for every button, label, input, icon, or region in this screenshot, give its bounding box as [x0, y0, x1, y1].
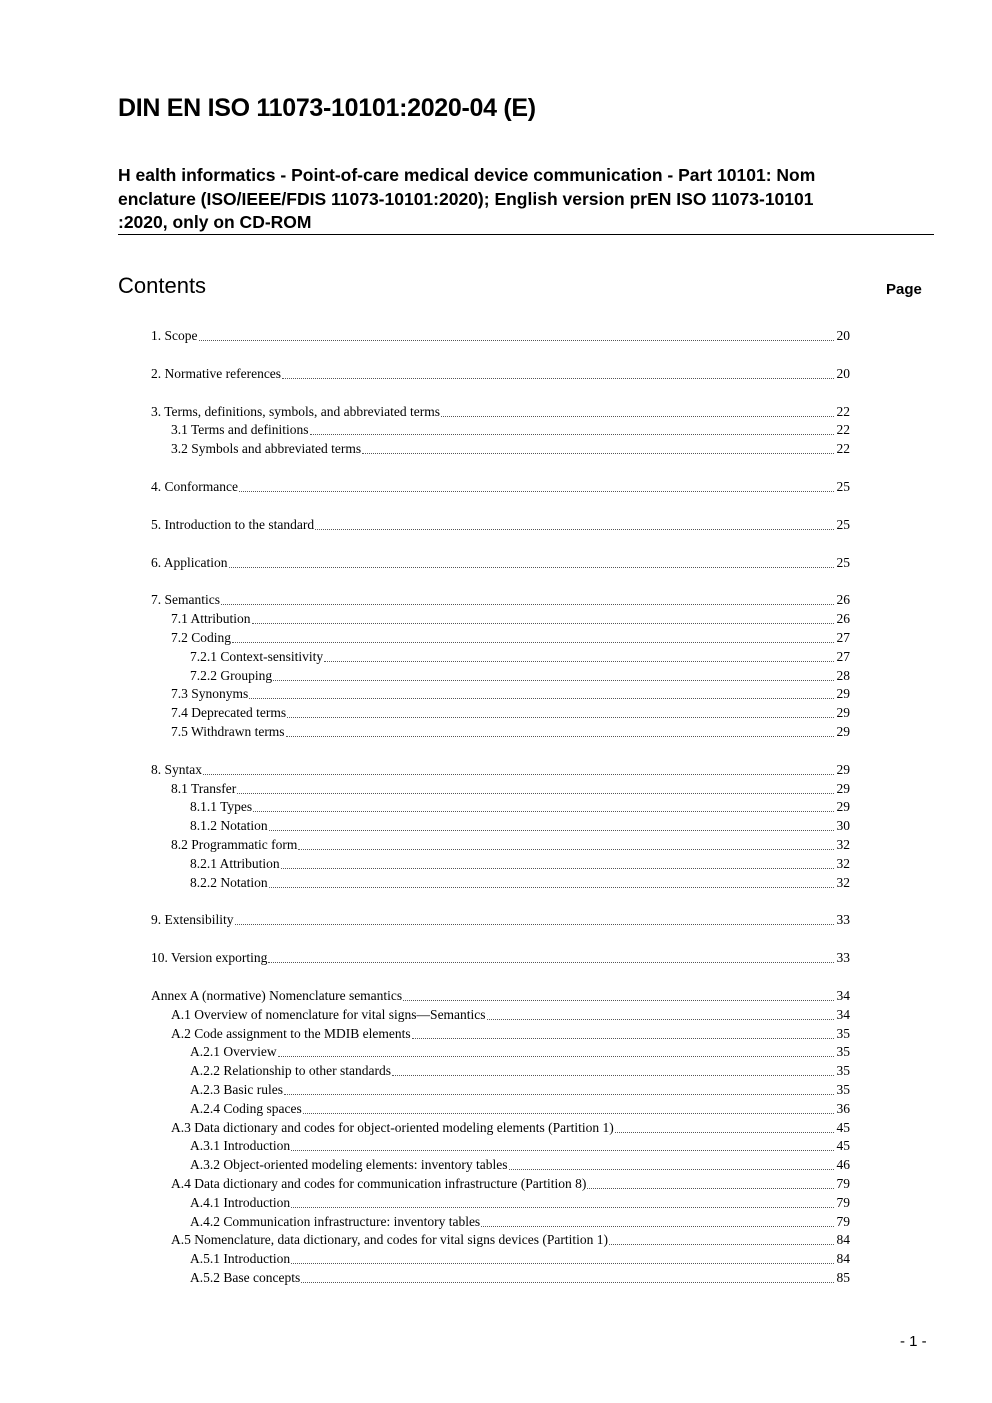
contents-heading: Contents — [118, 273, 207, 298]
toc-entry-label: 5. Introduction to the standard — [151, 517, 315, 532]
toc-entry[interactable] — [151, 761, 850, 779]
toc-dot-leader — [301, 1282, 833, 1283]
toc-entry-page: 26 — [836, 592, 850, 607]
toc-dot-leader — [481, 1226, 833, 1227]
toc-entry[interactable] — [190, 855, 850, 873]
toc-entry-label: 6. Application — [151, 555, 228, 570]
toc-entry-page: 84 — [836, 1251, 850, 1266]
toc-entry[interactable] — [190, 1156, 850, 1174]
toc-dot-leader — [298, 849, 833, 850]
subtitle-line: enclature (ISO/IEEE/FDIS 11073-10101:2020); English version prEN ISO 11073-10101 — [118, 188, 814, 209]
toc-entry-page: 20 — [836, 366, 850, 381]
toc-dot-leader — [487, 1019, 834, 1020]
toc-entry-label: 8.1.2 Notation — [190, 818, 268, 833]
toc-entry-label: A.5 Nomenclature, data dictionary, and codes for vital signs devices (Partition 1) — [171, 1232, 608, 1247]
toc-entry-label: A.4 Data dictionary and codes for communication infrastructure (Partition 8) — [171, 1176, 587, 1191]
document-title: DIN EN ISO 11073-10101:2020-04 (E) — [118, 94, 536, 122]
toc-entry-page: 84 — [836, 1232, 850, 1247]
toc-entry-label: 3.2 Symbols and abbreviated terms — [171, 441, 362, 456]
toc-dot-leader — [615, 1132, 834, 1133]
toc-dot-leader — [310, 434, 834, 435]
toc-entry[interactable] — [171, 1006, 850, 1024]
toc-dot-leader — [199, 340, 834, 341]
toc-dot-leader — [237, 793, 833, 794]
toc-entry-label: A.3 Data dictionary and codes for object-oriented modeling elements (Partition 1) — [171, 1120, 614, 1135]
toc-entry[interactable] — [190, 1194, 850, 1212]
toc-dot-leader — [287, 717, 833, 718]
toc-dot-leader — [291, 1207, 833, 1208]
toc-entry-label: 7. Semantics — [151, 592, 220, 607]
toc-entry-label: A.4.2 Communication infrastructure: inventory tables — [190, 1214, 481, 1229]
toc-entry[interactable] — [151, 327, 850, 345]
toc-entry[interactable] — [190, 874, 850, 892]
toc-dot-leader — [249, 698, 833, 699]
toc-dot-leader — [303, 1113, 834, 1114]
toc-entry[interactable] — [190, 1100, 850, 1118]
toc-entry[interactable] — [171, 1025, 850, 1043]
toc-entry-page: 79 — [836, 1176, 850, 1191]
toc-entry-page: 45 — [836, 1120, 850, 1135]
toc-entry-page: 46 — [836, 1157, 850, 1172]
toc-dot-leader — [609, 1244, 834, 1245]
toc-dot-leader — [392, 1075, 834, 1076]
toc-dot-leader — [235, 924, 834, 925]
toc-entry[interactable] — [171, 629, 850, 647]
toc-entry-page: 29 — [836, 799, 850, 814]
toc-entry-page: 27 — [836, 630, 850, 645]
toc-entry-label: Annex A (normative) Nomenclature semantics — [151, 988, 403, 1003]
toc-entry-page: 35 — [836, 1026, 850, 1041]
toc-entry[interactable] — [171, 440, 850, 458]
toc-entry-page: 25 — [836, 555, 850, 570]
toc-entry-label: A.1 Overview of nomenclature for vital signs—Semantics — [171, 1007, 486, 1022]
toc-dot-leader — [291, 1150, 833, 1151]
toc-entry[interactable] — [171, 1175, 850, 1193]
toc-dot-leader — [253, 811, 833, 812]
toc-entry[interactable] — [171, 610, 850, 628]
toc-entry-label: A.5.2 Base concepts — [190, 1270, 301, 1285]
toc-entry[interactable] — [151, 949, 850, 967]
toc-entry-page: 35 — [836, 1082, 850, 1097]
toc-dot-leader — [232, 642, 833, 643]
toc-entry[interactable] — [190, 648, 850, 666]
toc-dot-leader — [268, 962, 833, 963]
toc-entry-label: A.3.1 Introduction — [190, 1138, 291, 1153]
toc-entry-label: A.2.2 Relationship to other standards — [190, 1063, 391, 1078]
toc-entry-page: 29 — [836, 705, 850, 720]
toc-entry-page: 20 — [836, 328, 850, 343]
toc-entry-page: 35 — [836, 1063, 850, 1078]
toc-entry-label: A.2 Code assignment to the MDIB elements — [171, 1026, 411, 1041]
toc-dot-leader — [509, 1169, 834, 1170]
toc-dot-leader — [229, 567, 834, 568]
toc-dot-leader — [587, 1188, 833, 1189]
toc-entry[interactable] — [190, 667, 850, 685]
toc-entry-page: 33 — [836, 950, 850, 965]
toc-entry[interactable] — [171, 1119, 850, 1137]
toc-entry-label: 8.2 Programmatic form — [171, 837, 298, 852]
toc-entry-page: 22 — [836, 404, 850, 419]
toc-entry[interactable] — [151, 554, 850, 572]
toc-dot-leader — [269, 887, 834, 888]
toc-entry-label: 7.4 Deprecated terms — [171, 705, 287, 720]
toc-entry-page: 32 — [836, 875, 850, 890]
toc-dot-leader — [239, 491, 834, 492]
toc-entry[interactable] — [190, 1137, 850, 1155]
toc-entry-label: 1. Scope — [151, 328, 198, 343]
toc-entry-label: 3. Terms, definitions, symbols, and abbreviated terms — [151, 404, 441, 419]
toc-entry[interactable] — [171, 836, 850, 854]
toc-entry[interactable] — [190, 798, 850, 816]
toc-entry[interactable] — [151, 403, 850, 421]
toc-entry-page: 34 — [836, 988, 850, 1003]
toc-entry-page: 33 — [836, 912, 850, 927]
toc-entry[interactable] — [151, 516, 850, 534]
toc-entry-label: 7.2 Coding — [171, 630, 232, 645]
toc-entry-label: 8. Syntax — [151, 762, 203, 777]
toc-entry-label: 4. Conformance — [151, 479, 238, 494]
toc-entry-page: 29 — [836, 762, 850, 777]
toc-dot-leader — [203, 774, 833, 775]
toc-entry[interactable] — [151, 365, 850, 383]
subtitle-line: H ealth informatics - Point-of-care medical device communication - Part 10101: Nom — [118, 165, 816, 185]
toc-entry-label: A.2.3 Basic rules — [190, 1082, 283, 1097]
toc-dot-leader — [291, 1263, 833, 1264]
toc-entry-label: 8.1 Transfer — [171, 781, 237, 796]
toc-entry-page: 45 — [836, 1138, 850, 1153]
toc-entry[interactable] — [190, 1062, 850, 1080]
toc-entry-page: 35 — [836, 1044, 850, 1059]
toc-entry[interactable] — [151, 591, 850, 609]
toc-entry[interactable] — [190, 1269, 850, 1287]
toc-entry-label: 7.2.1 Context-sensitivity — [190, 649, 324, 664]
toc-entry-page: 25 — [836, 517, 850, 532]
page-column-label: Page — [886, 281, 922, 298]
toc-entry[interactable] — [151, 987, 850, 1005]
toc-entry-page: 30 — [836, 818, 850, 833]
toc-dot-leader — [282, 378, 833, 379]
toc-entry[interactable] — [171, 685, 850, 703]
toc-entry-label: A.5.1 Introduction — [190, 1251, 291, 1266]
toc-dot-leader — [315, 529, 833, 530]
toc-entry-label: A.2.4 Coding spaces — [190, 1101, 302, 1116]
toc-entry-page: 85 — [836, 1270, 850, 1285]
toc-dot-leader — [278, 1056, 834, 1057]
document-subtitle — [118, 164, 928, 235]
toc-entry[interactable] — [151, 911, 850, 929]
toc-dot-leader — [221, 604, 834, 605]
page-number: - 1 - — [900, 1333, 927, 1350]
toc-entry-page: 29 — [836, 724, 850, 739]
toc-entry-page: 36 — [836, 1101, 850, 1116]
toc-entry[interactable] — [151, 478, 850, 496]
toc-entry-label: 2. Normative references — [151, 366, 282, 381]
toc-entry[interactable] — [190, 817, 850, 835]
toc-dot-leader — [284, 1094, 834, 1095]
toc-entry-label: 7.5 Withdrawn terms — [171, 724, 285, 739]
toc-entry-page: 79 — [836, 1195, 850, 1210]
toc-entry-page: 32 — [836, 837, 850, 852]
toc-entry-page: 27 — [836, 649, 850, 664]
toc-entry-label: A.3.2 Object-oriented modeling elements: inventory tables — [190, 1157, 508, 1172]
toc-entry-label: 8.2.1 Attribution — [190, 856, 280, 871]
toc-entry[interactable] — [171, 780, 850, 798]
toc-dot-leader — [286, 736, 834, 737]
toc-entry-label: A.4.1 Introduction — [190, 1195, 291, 1210]
toc-dot-leader — [281, 868, 834, 869]
toc-entry-page: 29 — [836, 686, 850, 701]
toc-entry[interactable] — [190, 1213, 850, 1231]
toc-entry-label: 8.1.1 Types — [190, 799, 253, 814]
toc-entry[interactable] — [171, 1231, 850, 1249]
toc-entry-label: 3.1 Terms and definitions — [171, 422, 309, 437]
toc-entry-label: A.2.1 Overview — [190, 1044, 277, 1059]
toc-entry-page: 25 — [836, 479, 850, 494]
toc-entry-page: 79 — [836, 1214, 850, 1229]
toc-dot-leader — [412, 1038, 834, 1039]
toc-dot-leader — [403, 1000, 833, 1001]
toc-entry-label: 8.2.2 Notation — [190, 875, 268, 890]
toc-entry[interactable] — [190, 1081, 850, 1099]
toc-entry-page: 22 — [836, 441, 850, 456]
toc-dot-leader — [441, 416, 833, 417]
subtitle-line: :2020, only on CD-ROM — [118, 212, 312, 232]
toc-dot-leader — [324, 661, 833, 662]
toc-entry-label: 7.2.2 Grouping — [190, 668, 273, 683]
toc-entry[interactable] — [171, 421, 850, 439]
toc-entry[interactable] — [190, 1250, 850, 1268]
toc-entry-label: 7.3 Synonyms — [171, 686, 249, 701]
toc-entry[interactable] — [171, 723, 850, 741]
toc-entry[interactable] — [171, 704, 850, 722]
toc-entry-page: 32 — [836, 856, 850, 871]
toc-entry-page: 26 — [836, 611, 850, 626]
toc-dot-leader — [252, 623, 834, 624]
toc-dot-leader — [269, 830, 834, 831]
toc-entry-label: 7.1 Attribution — [171, 611, 251, 626]
toc-entry-label: 10. Version exporting — [151, 950, 268, 965]
toc-entry[interactable] — [190, 1043, 850, 1061]
toc-dot-leader — [362, 453, 833, 454]
title-divider — [118, 234, 934, 235]
toc-entry-page: 22 — [836, 422, 850, 437]
toc-entry-page: 29 — [836, 781, 850, 796]
toc-entry-page: 28 — [836, 668, 850, 683]
toc-entry-label: 9. Extensibility — [151, 912, 234, 927]
toc-dot-leader — [273, 680, 833, 681]
toc-entry-page: 34 — [836, 1007, 850, 1022]
